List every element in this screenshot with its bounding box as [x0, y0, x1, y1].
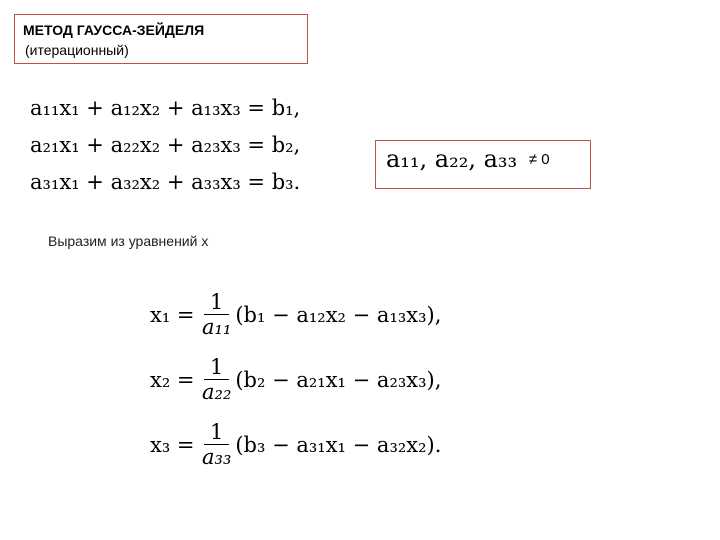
formula-lhs: x₂ = — [150, 367, 195, 392]
title-box — [14, 14, 308, 64]
fraction — [202, 290, 231, 339]
fraction — [202, 420, 231, 469]
not-equal-zero: ≠ 0 — [528, 151, 550, 168]
fraction-denominator: a₂₂ — [202, 380, 232, 404]
formula-rhs: (b₁ − a₁₂x₂ − a₁₃x₃), — [235, 302, 442, 327]
equation-system — [30, 90, 300, 201]
formula-x1 — [150, 282, 441, 347]
formula-lhs: x₃ = — [150, 432, 195, 457]
fraction — [202, 355, 231, 404]
condition-box — [375, 140, 591, 189]
formula-x3 — [150, 412, 441, 477]
fraction-numerator: 1 — [204, 420, 229, 445]
diagonal-coefficients: a₁₁, a₂₂, a₃₃ — [386, 145, 518, 173]
formula-rhs: (b₃ − a₃₁x₁ − a₃₂x₂). — [235, 432, 442, 457]
system-row-2: a₂₁x₁ + a₂₂x₂ + a₂₃x₃ = b₂, — [30, 133, 301, 157]
fraction-denominator: a₃₃ — [202, 445, 232, 469]
formula-rhs: (b₂ − a₂₁x₁ − a₂₃x₃), — [235, 367, 442, 392]
system-row-1: a₁₁x₁ + a₁₂x₂ + a₁₃x₃ = b₁, — [30, 96, 301, 120]
fraction-numerator: 1 — [204, 290, 229, 315]
fraction-denominator: a₁₁ — [202, 315, 232, 339]
system-row-3: a₃₁x₁ + a₃₂x₂ + a₃₃x₃ = b₃. — [30, 170, 301, 194]
iteration-formulas — [150, 282, 441, 477]
fraction-numerator: 1 — [204, 355, 229, 380]
express-note: Выразим из уравнений x — [48, 233, 209, 249]
formula-lhs: x₁ = — [150, 302, 195, 327]
formula-x2 — [150, 347, 441, 412]
page-title: МЕТОД ГАУССА-ЗЕЙДЕЛЯ — [23, 22, 205, 38]
page-subtitle: (итерационный) — [25, 42, 129, 58]
